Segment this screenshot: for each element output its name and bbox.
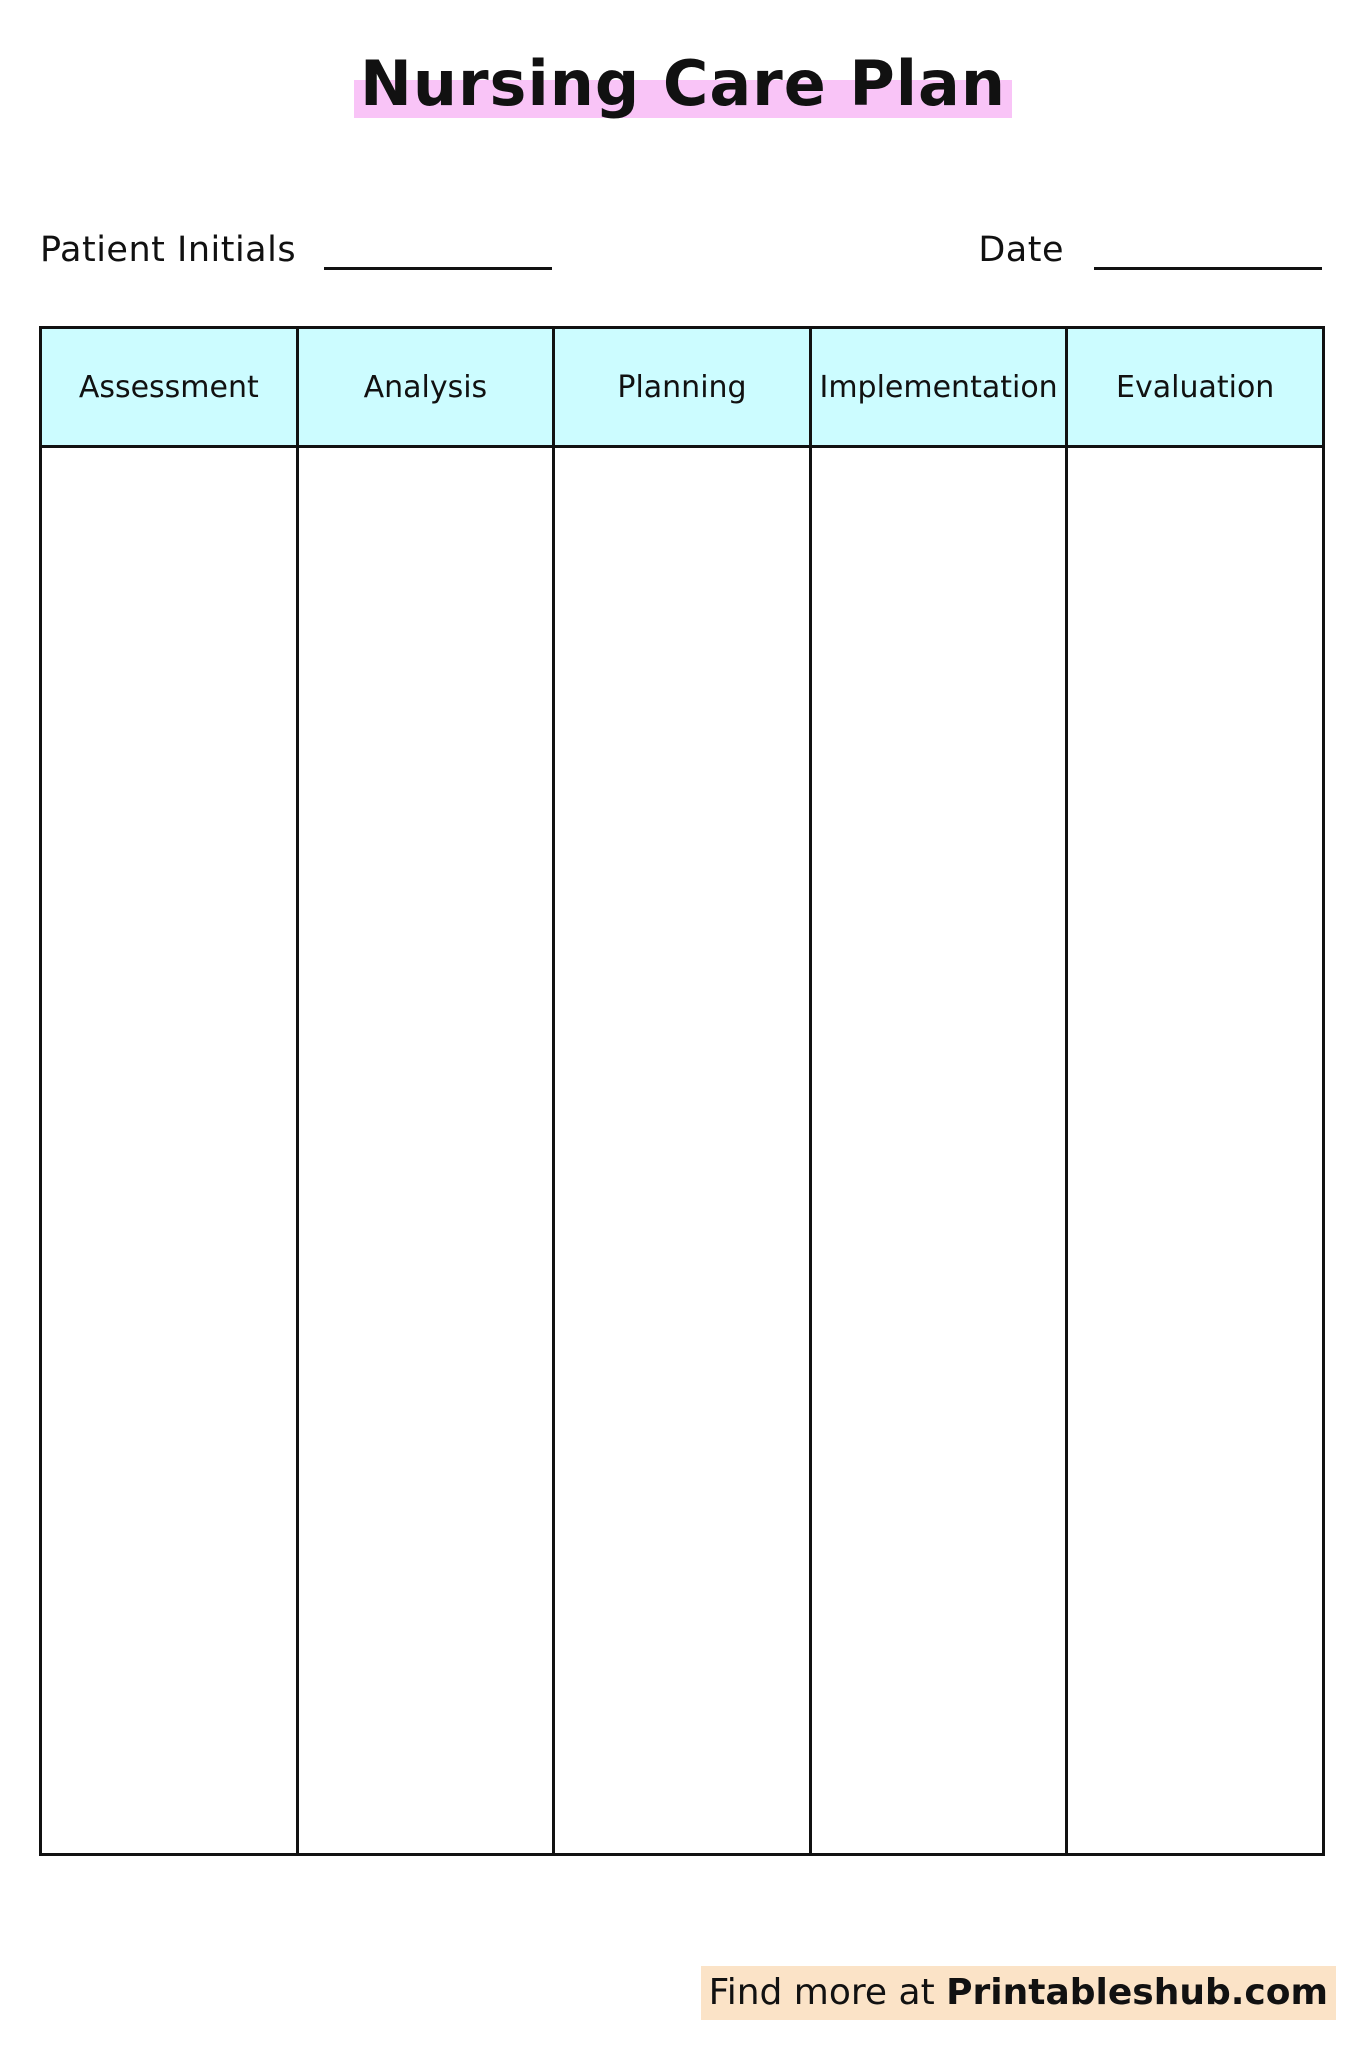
page-title [354,48,1012,120]
title-container [0,48,1366,120]
patient-initials-label: Patient Initials [40,230,297,270]
date-label: Date [978,230,1064,270]
footer-site-link[interactable]: Printableshub.com [946,1972,1328,2013]
planning-cell[interactable] [554,447,811,1855]
analysis-cell[interactable] [297,447,554,1855]
page-title-text: Nursing Care Plan [359,47,1007,120]
patient-initials-line[interactable] [324,267,552,270]
column-header-planning: Planning [554,328,811,447]
column-header-assessment: Assessment [41,328,298,447]
column-header-analysis: Analysis [297,328,554,447]
patient-initials-field [40,228,552,272]
date-line[interactable] [1094,267,1322,270]
date-field [978,228,1322,272]
table-row [41,447,1324,1855]
evaluation-cell[interactable] [1067,447,1324,1855]
care-plan-table [39,326,1325,1856]
footer-credit [701,1966,1336,2020]
table-header-row [41,328,1324,447]
footer-prefix: Find more at [708,1972,935,2013]
column-header-implementation: Implementation [810,328,1067,447]
column-header-evaluation: Evaluation [1067,328,1324,447]
patient-info-row [40,228,1322,280]
assessment-cell[interactable] [41,447,298,1855]
implementation-cell[interactable] [810,447,1067,1855]
